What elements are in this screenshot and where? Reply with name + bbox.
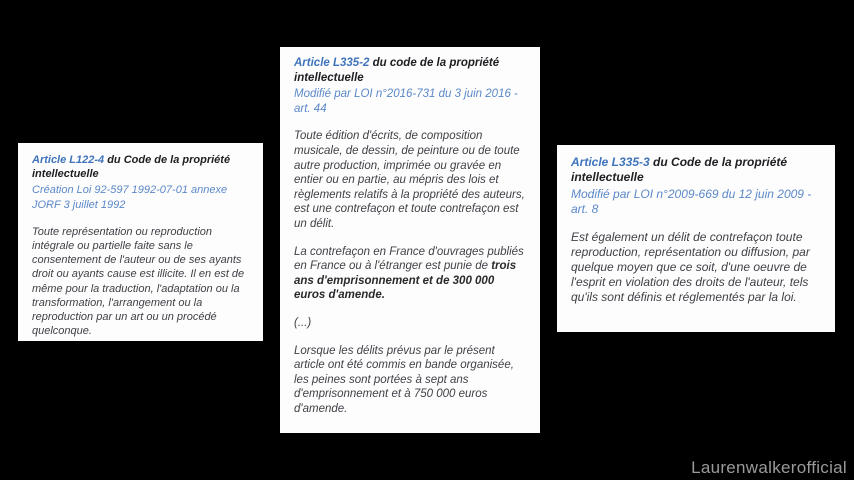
article-revision-note: Modifié par LOI n°2016-731 du 3 juin 2016 - art. 44 — [294, 88, 518, 115]
creator-watermark: Laurenwalkerofficial — [691, 458, 847, 477]
penalty-sentence-lead: La contrefaçon en France d'ouvrages publiés en France ou à l'étranger est punie de — [294, 245, 524, 273]
article-revision-note: Modifié par LOI n°2009-669 du 12 juin 2009 - art. 8 — [571, 187, 812, 216]
ellipsis-omission-marker: (...) — [294, 316, 312, 329]
article-title-rest: du code de la propriété intellectuelle — [294, 57, 500, 84]
article-body-paragraph-4: Lorsque les délits prévus par le présent article ont été commis en bande organisée, les peines sont portées à sept ans d'emprisonnement et à 750 000 euros d'amende. — [294, 344, 514, 415]
article-body-paragraph-1: Toute édition d'écrits, de composition musicale, de dessin, de peinture ou de toute autre production, imprimée ou gravée en entier ou en partie, au mépris des lois et règlements relatifs à la propriété des auteurs, est une contrefaçon et toute contrefaçon est un délit. — [294, 130, 525, 230]
article-l335-3-link[interactable]: Article L335-3 — [571, 155, 650, 169]
article-card-l122-4 — [18, 143, 263, 341]
article-body-paragraph-2 — [294, 245, 526, 303]
article-l335-2-link[interactable]: Article L335-2 — [294, 57, 370, 69]
article-title — [294, 56, 526, 85]
article-title-rest: du Code de la propriété intellectuelle — [32, 154, 231, 181]
penalty-sentence-emphasis: trois ans d'emprisonnement et de 300 000 euros d'amende. — [294, 260, 517, 302]
article-l122-4-link[interactable]: Article L122-4 — [32, 154, 105, 166]
article-title-rest: du Code de la propriété intellectuelle — [571, 155, 788, 184]
article-card-l335-3 — [557, 145, 835, 332]
article-revision-note: Création Loi 92-597 1992-07-01 annexe JORF 3 juillet 1992 — [32, 184, 228, 211]
article-title — [571, 155, 821, 185]
article-body-text: Est également un délit de contrefaçon toute reproduction, représentation ou diffusion, par quelque moyen que ce soit, d'une oeuvre de l'esprit en violation des droits de l'auteur, tels qu'ils sont définis et réglementés par la loi. — [571, 230, 810, 304]
article-body-text: Toute représentation ou reproduction intégrale ou partielle faite sans le consentement de l'auteur ou de ses ayants droit ou ayants cause est illicite. Il en est de même pour la traduction, l'adaptation ou la transformation, l'arrangement ou la reproduction par un art ou un procédé quelconque. — [32, 225, 245, 338]
article-card-l335-2 — [280, 47, 540, 433]
article-title — [32, 153, 249, 181]
